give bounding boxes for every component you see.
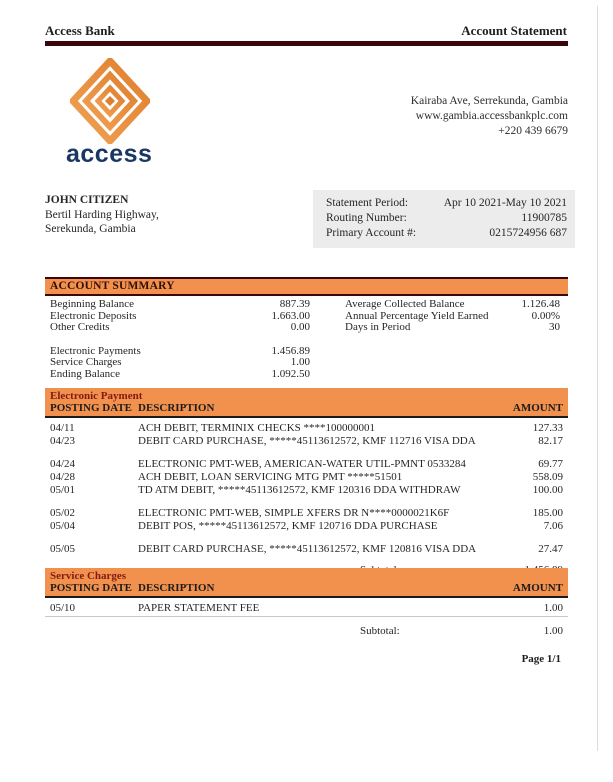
summary-label: Service Charges [50, 356, 122, 369]
account-summary-body [45, 299, 568, 381]
summary-label: Annual Percentage Yield Earned [345, 309, 489, 322]
cell-description: DEBIT CARD PURCHASE, *****45113612572, KMF 120816 VISA DDA [138, 543, 477, 555]
cell-posting-date: 05/05 [50, 543, 76, 555]
table-row [50, 484, 563, 497]
statement-info-row [326, 211, 567, 226]
cell-amount: 1.00 [543, 602, 563, 614]
column-amount: AMOUNT [512, 402, 563, 414]
statement-info-box [313, 190, 575, 248]
table-row [50, 458, 563, 471]
summary-label: Electronic Payments [50, 344, 141, 357]
cell-description: ACH DEBIT, LOAN SERVICING MTG PMT *****51501 [138, 471, 403, 483]
summary-value: 0.00 [290, 321, 310, 334]
cell-description: ELECTRONIC PMT-WEB, SIMPLE XFERS DR N****0000021K6F [138, 507, 450, 519]
cell-description: ACH DEBIT, TERMINIX CHECKS ****100000001 [138, 422, 376, 434]
summary-row [50, 369, 310, 381]
summary-label: Days in Period [345, 321, 411, 334]
transaction-section-header [45, 388, 568, 418]
cell-description: DEBIT POS, *****45113612572, KMF 120716 DDA PURCHASE [138, 520, 438, 532]
account-summary-left-column [45, 299, 310, 381]
statement-info-label: Primary Account #: [326, 227, 417, 239]
statement-info-value: Apr 10 2021-May 10 2021 [443, 197, 567, 209]
document-title: Account Statement [461, 23, 567, 38]
summary-value: 887.39 [279, 298, 310, 310]
bank-logo [66, 58, 190, 168]
subtotal-row [45, 625, 568, 639]
cell-posting-date: 04/23 [50, 435, 76, 447]
summary-row [50, 322, 310, 334]
customer-name: JOHN CITIZEN [45, 194, 129, 206]
summary-label: Ending Balance [50, 367, 120, 380]
summary-row [345, 322, 560, 334]
summary-label: Other Credits [50, 321, 110, 334]
summary-group [50, 346, 310, 381]
transaction-row-group [50, 543, 563, 556]
cell-description: TD ATM DEBIT, *****45113612572, KMF 120316 DDA WITHDRAW [138, 484, 461, 496]
summary-value: 1.126.48 [521, 298, 560, 310]
statement-info-row [326, 226, 567, 241]
statement-info-label: Routing Number: [326, 212, 407, 224]
cell-posting-date: 05/01 [50, 484, 76, 496]
cell-posting-date: 04/24 [50, 458, 76, 470]
column-posting-date: POSTING DATE [50, 402, 133, 414]
cell-amount: 82.17 [538, 435, 563, 447]
summary-value: 1.456.89 [271, 344, 310, 357]
cell-amount: 558.09 [532, 471, 563, 483]
summary-row [50, 299, 310, 311]
cell-posting-date: 05/02 [50, 507, 76, 519]
bank-name: Access Bank [45, 23, 115, 38]
scan-edge-artifact [597, 6, 598, 751]
bank-phone: +220 439 6679 [498, 125, 568, 137]
statement-info-value: 11900785 [521, 212, 567, 224]
cell-amount: 127.33 [532, 422, 563, 434]
header-rule [45, 41, 568, 46]
cell-amount: 27.47 [538, 543, 563, 555]
transaction-column-headers [50, 402, 563, 415]
cell-posting-date: 05/04 [50, 520, 76, 532]
transaction-section-header [45, 568, 568, 598]
transaction-section [45, 568, 568, 639]
cell-description: DEBIT CARD PURCHASE, *****45113612572, KMF 112716 VISA DDA [138, 435, 476, 447]
account-summary-section [45, 277, 568, 393]
subtotal-value: 1.00 [543, 625, 563, 637]
table-row [50, 543, 563, 556]
transaction-section [45, 388, 568, 578]
summary-row [345, 299, 560, 311]
summary-value: 0.00% [531, 309, 560, 322]
table-row [50, 422, 563, 435]
transaction-column-headers [50, 582, 563, 595]
cell-amount: 7.06 [543, 520, 563, 532]
bank-address: Kairaba Ave, Serrekunda, Gambia [410, 95, 568, 107]
access-diamond-icon [70, 58, 150, 144]
table-row [50, 520, 563, 533]
transaction-row-group [50, 422, 563, 448]
summary-label: Beginning Balance [50, 298, 135, 310]
statement-info-label: Statement Period: [326, 197, 409, 209]
customer-address-line2: Serekunda, Gambia [45, 223, 136, 235]
cell-amount: 69.77 [538, 458, 563, 470]
summary-value: 30 [549, 321, 560, 334]
bank-website: www.gambia.accessbankplc.com [415, 110, 568, 122]
cell-amount: 100.00 [532, 484, 563, 496]
account-summary-right-column [345, 299, 560, 334]
cell-description: PAPER STATEMENT FEE [138, 602, 260, 614]
page-number: Page 1/1 [521, 653, 561, 665]
summary-group [50, 299, 310, 334]
summary-value: 1.663.00 [271, 309, 310, 322]
table-row [50, 471, 563, 484]
column-description: DESCRIPTION [138, 582, 215, 594]
statement-info-value: 0215724956 687 [489, 227, 567, 239]
statement-info-row [326, 196, 567, 211]
summary-value: 1.00 [290, 356, 310, 369]
transaction-rows [45, 418, 568, 556]
table-row [50, 435, 563, 448]
transaction-row-group [50, 507, 563, 533]
cell-posting-date: 05/10 [50, 602, 76, 614]
column-description: DESCRIPTION [138, 402, 215, 414]
column-posting-date: POSTING DATE [50, 582, 133, 594]
transaction-section-title: Service Charges [50, 570, 127, 582]
table-row [50, 602, 563, 615]
cell-amount: 185.00 [532, 507, 563, 519]
access-wordmark: access [66, 140, 153, 168]
cell-description: ELECTRONIC PMT-WEB, AMERICAN-WATER UTIL-PMNT 0533284 [138, 458, 466, 470]
column-amount: AMOUNT [512, 582, 563, 594]
transaction-row-group [50, 458, 563, 497]
transaction-rows [45, 598, 568, 617]
cell-posting-date: 04/11 [50, 422, 75, 434]
customer-address-line1: Bertil Harding Highway, [45, 208, 159, 221]
transaction-section-title: Electronic Payment [50, 390, 143, 402]
table-row [50, 507, 563, 520]
customer-block [45, 193, 159, 237]
cell-posting-date: 04/28 [50, 471, 76, 483]
summary-label: Electronic Deposits [50, 309, 137, 322]
bank-contact-block [411, 94, 568, 139]
account-summary-title: ACCOUNT SUMMARY [45, 277, 568, 296]
summary-label: Average Collected Balance [345, 298, 465, 310]
subtotal-label: Subtotal: [360, 625, 400, 637]
transaction-row-group [50, 602, 563, 615]
summary-value: 1.092.50 [271, 367, 310, 380]
